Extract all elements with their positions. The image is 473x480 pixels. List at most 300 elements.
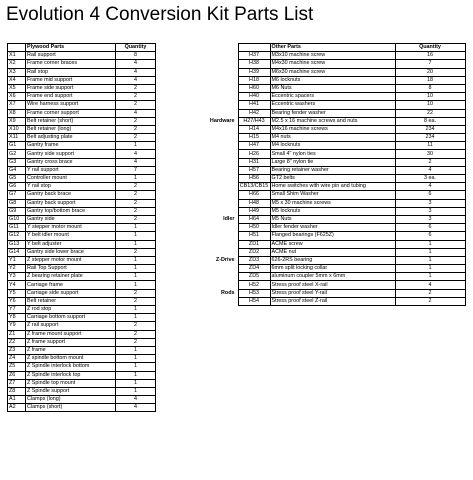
part-quantity: 1 [116, 142, 156, 150]
category-spacer [198, 52, 238, 60]
part-code: G11 [8, 224, 26, 232]
part-quantity: 1 [395, 256, 465, 264]
part-quantity: 2 [116, 191, 156, 199]
part-quantity: 1 [116, 346, 156, 354]
category-label: Hardware [209, 117, 235, 124]
category-spacer [198, 273, 238, 281]
part-name: Belt retainer [26, 297, 116, 305]
table-row [198, 240, 465, 248]
part-quantity: 4 [116, 150, 156, 158]
table-row [198, 199, 465, 207]
part-quantity: 7 [395, 60, 465, 68]
part-name: aluminum coupler 5mm x 6mm [270, 273, 395, 281]
table-row [198, 289, 465, 297]
part-quantity: 2 [116, 134, 156, 142]
part-code: G12 [8, 232, 26, 240]
part-code: H49 [238, 207, 270, 215]
part-name: ACME screw [270, 240, 395, 248]
table-row [198, 60, 465, 68]
part-name: M5 Nuts [270, 215, 395, 223]
part-name: Bearing retainer washer [270, 166, 395, 174]
part-name: Belt retainer (long) [26, 125, 116, 133]
part-quantity: 2 [116, 93, 156, 101]
part-name: Y stepper motor mount [26, 224, 116, 232]
part-code: H38 [238, 60, 270, 68]
category-spacer [198, 297, 238, 305]
table-row [8, 306, 156, 314]
part-code: H57 [238, 166, 270, 174]
table-row [8, 60, 156, 68]
table-row [198, 142, 465, 150]
part-code: X6 [8, 93, 26, 101]
part-code: H64 [238, 215, 270, 223]
part-code: Z1 [8, 330, 26, 338]
category-spacer [198, 207, 238, 215]
part-quantity: 4 [116, 76, 156, 84]
part-name: Z bearing retainer plate [26, 273, 116, 281]
header-category-spacer [198, 44, 238, 52]
part-name: Eccentric spacers [270, 93, 395, 101]
part-name: Bearing fender washer [270, 109, 395, 117]
part-quantity: 1 [116, 232, 156, 240]
table-row [8, 404, 156, 412]
part-name: Home switches with wire pin and tubing [270, 183, 395, 191]
part-quantity: 1 [116, 281, 156, 289]
table-row [8, 117, 156, 125]
part-name: Stress proof steel Z-rail [270, 297, 395, 305]
part-quantity: 10 [395, 93, 465, 101]
part-name: Eccentric washers [270, 101, 395, 109]
part-quantity: 2 [116, 207, 156, 215]
part-quantity: 4 [116, 68, 156, 76]
part-code: X3 [8, 68, 26, 76]
part-code: Z3 [8, 346, 26, 354]
table-row [198, 76, 465, 84]
part-code: G6 [8, 183, 26, 191]
part-name: M4 nuts [270, 134, 395, 142]
part-name: Z rod stop [26, 306, 116, 314]
part-code: G7 [8, 191, 26, 199]
table-row [8, 248, 156, 256]
part-code: CB13/CB15 [239, 183, 269, 190]
table-row [8, 289, 156, 297]
part-name: Gantry cross brace [26, 158, 116, 166]
table-row [8, 363, 156, 371]
part-quantity: 2 [116, 322, 156, 330]
part-quantity: 1 [116, 379, 156, 387]
part-quantity: 2 [116, 117, 156, 125]
part-code: G2 [8, 150, 26, 158]
table-row [8, 207, 156, 215]
table-row [8, 101, 156, 109]
part-name: Frame corner braces [26, 60, 116, 68]
part-code: Z5 [8, 363, 26, 371]
part-code: H56 [238, 175, 270, 183]
part-name: Gantry back support [26, 199, 116, 207]
part-name: Gantry side [26, 215, 116, 223]
table-row [198, 93, 465, 101]
part-code: ZD1 [238, 240, 270, 248]
part-name: 6mm split locking collar [270, 265, 395, 273]
part-name: Frame corner support [26, 109, 116, 117]
table-row [8, 158, 156, 166]
part-code: G10 [8, 215, 26, 223]
part-quantity: 1 [116, 273, 156, 281]
category-spacer [198, 158, 238, 166]
table-row [8, 142, 156, 150]
part-code: X1 [8, 52, 26, 60]
part-name: Z frame [26, 346, 116, 354]
table-row [8, 273, 156, 281]
part-name: Flanged bearings (F625Z) [270, 232, 395, 240]
table-row [8, 134, 156, 142]
part-quantity: 234 [395, 125, 465, 133]
part-quantity: 2 [116, 338, 156, 346]
part-quantity: 11 [395, 142, 465, 150]
part-code: Z2 [8, 338, 26, 346]
part-name: M5 locknuts [270, 207, 395, 215]
table-row [198, 281, 465, 289]
part-code: A2 [8, 404, 26, 412]
part-name: Z Spindle support [26, 387, 116, 395]
table-row [198, 84, 465, 92]
part-code: H48 [238, 199, 270, 207]
part-code: Y1 [8, 256, 26, 264]
table-row [8, 355, 156, 363]
table-row [8, 150, 156, 158]
table-row [198, 273, 465, 281]
part-code: X9 [8, 117, 26, 125]
part-name: Rail stop [26, 68, 116, 76]
table-row [8, 224, 156, 232]
part-code: H54 [238, 297, 270, 305]
table-row [8, 199, 156, 207]
table-row [198, 52, 465, 60]
part-name: 626-2RS bearing [270, 256, 395, 264]
category-spacer [198, 248, 238, 256]
table-row [198, 248, 465, 256]
part-quantity: 2 [116, 215, 156, 223]
part-code: H50 [238, 224, 270, 232]
table-row [8, 265, 156, 273]
table-row [8, 322, 156, 330]
table-row [8, 297, 156, 305]
part-code: H60 [238, 84, 270, 92]
category-spacer [198, 125, 238, 133]
part-quantity: 4 [395, 281, 465, 289]
table-row [8, 191, 156, 199]
part-code: Z4 [8, 355, 26, 363]
part-quantity: 2 [395, 289, 465, 297]
part-code: X8 [8, 109, 26, 117]
part-quantity: 4 [395, 166, 465, 174]
part-name: Z spindle bottom mount [26, 355, 116, 363]
part-quantity: 2 [116, 289, 156, 297]
part-name: ACME nut [270, 248, 395, 256]
table-row [8, 84, 156, 92]
part-name: Y belt idler mount [26, 232, 116, 240]
part-name: Y belt adjuster [26, 240, 116, 248]
table-row [8, 330, 156, 338]
part-code: H53 [238, 289, 270, 297]
part-code: H27/H43 [238, 117, 270, 125]
category-spacer [198, 224, 238, 232]
part-quantity: 2 [116, 248, 156, 256]
part-quantity: 2 [116, 84, 156, 92]
header-plywood-parts: Plywood Parts [26, 44, 116, 52]
table-row [8, 338, 156, 346]
table-row [8, 396, 156, 404]
table-row [8, 175, 156, 183]
part-quantity: 2 [116, 199, 156, 207]
part-quantity: 18 [395, 76, 465, 84]
part-name: Rail support [26, 52, 116, 60]
part-code: X2 [8, 60, 26, 68]
part-name: M6 Nuts [270, 84, 395, 92]
part-quantity: 1 [116, 363, 156, 371]
part-code: G3 [8, 158, 26, 166]
part-code: Y4 [8, 281, 26, 289]
table-row [8, 371, 156, 379]
part-quantity: 2 [116, 101, 156, 109]
part-name: Z frame mount support [26, 330, 116, 338]
part-name: Belt adjusting plate [26, 134, 116, 142]
part-name: M5 x 30 machine screws [270, 199, 395, 207]
category-spacer [198, 265, 238, 273]
part-name: M4x16 machine screws [270, 125, 395, 133]
part-code: H31 [238, 158, 270, 166]
category-spacer [198, 183, 238, 191]
table-row [198, 265, 465, 273]
part-code: X4 [8, 76, 26, 84]
part-code: Y7 [8, 306, 26, 314]
table-row [8, 314, 156, 322]
part-name: Idler fender washer [270, 224, 395, 232]
table-row [8, 240, 156, 248]
plywood-parts-table [7, 43, 156, 412]
part-code: G14 [8, 248, 26, 256]
table-row [198, 150, 465, 158]
table-row [198, 166, 465, 174]
table-row [198, 256, 465, 264]
part-quantity: 1 [116, 175, 156, 183]
part-quantity: 234 [395, 134, 465, 142]
table-row [198, 232, 465, 240]
part-quantity: 2 [395, 297, 465, 305]
part-code: X10 [8, 125, 26, 133]
category-spacer [198, 68, 238, 76]
part-name: M4 locknuts [270, 142, 395, 150]
table-row [8, 125, 156, 133]
part-code: G8 [8, 199, 26, 207]
table-row [8, 109, 156, 117]
part-quantity: 2 [116, 330, 156, 338]
part-quantity: 1 [116, 240, 156, 248]
category-spacer [198, 76, 238, 84]
table-row [8, 215, 156, 223]
table-row [8, 68, 156, 76]
part-quantity: 8 [395, 84, 465, 92]
part-code: H39 [238, 68, 270, 76]
table-row [198, 101, 465, 109]
part-name: Clamps (long) [26, 396, 116, 404]
part-code: H52 [238, 281, 270, 289]
part-code: Y3 [8, 273, 26, 281]
part-quantity: 8 [116, 52, 156, 60]
table-row [198, 68, 465, 76]
table-row [198, 158, 465, 166]
part-quantity: 1 [116, 265, 156, 273]
part-name: Wire harness support [26, 101, 116, 109]
table-row [8, 387, 156, 395]
part-quantity: 30 [395, 150, 465, 158]
part-name: Gantry frame [26, 142, 116, 150]
category-spacer [198, 166, 238, 174]
part-quantity: 10 [395, 101, 465, 109]
part-name: Gantry back brace [26, 191, 116, 199]
part-code: Y2 [8, 265, 26, 273]
part-name: Frame mid support [26, 76, 116, 84]
table-row [198, 175, 465, 183]
part-code: ZD3 [238, 256, 270, 264]
category-spacer [198, 109, 238, 117]
category-spacer [198, 84, 238, 92]
part-name: Small Shim Washer [270, 191, 395, 199]
table-header-row [198, 44, 465, 52]
part-name: Controller mount [26, 175, 116, 183]
category-label: Z-Drive [215, 256, 235, 263]
part-code: Z8 [8, 387, 26, 395]
part-name: M6 locknuts [270, 76, 395, 84]
part-name: M3x10 machine screw [270, 52, 395, 60]
other-parts-table [198, 43, 466, 306]
page-title: Evolution 4 Conversion Kit Parts List [6, 4, 314, 25]
table-row [8, 379, 156, 387]
part-quantity: 4 [116, 396, 156, 404]
part-name: Large 8" nylon tie [270, 158, 395, 166]
category-spacer [198, 93, 238, 101]
part-name: Carriage frame [26, 281, 116, 289]
part-name: Frame end support [26, 93, 116, 101]
part-code: H18 [238, 76, 270, 84]
table-row [8, 232, 156, 240]
table-row [8, 52, 156, 60]
part-quantity: 1 [116, 306, 156, 314]
part-code: G13 [8, 240, 26, 248]
part-quantity: 4 [116, 109, 156, 117]
table-row [198, 224, 465, 232]
part-code: H15 [238, 134, 270, 142]
part-quantity: 1 [116, 355, 156, 363]
table-row [8, 281, 156, 289]
part-code: ZD5 [238, 273, 270, 281]
part-code: X7 [8, 101, 26, 109]
part-code: H51 [238, 232, 270, 240]
part-code: Y6 [8, 297, 26, 305]
part-name: Carriage bottom support [26, 314, 116, 322]
table-row [8, 183, 156, 191]
part-name: M4x30 machine screw [270, 60, 395, 68]
header-other-parts: Other Parts [270, 44, 395, 52]
part-code: H66 [238, 191, 270, 199]
category-spacer [198, 281, 238, 289]
part-quantity: 1 [395, 265, 465, 273]
part-name: Stress proof steel X-rail [270, 281, 395, 289]
part-name: Small 4" nylon ties [270, 150, 395, 158]
part-quantity: 6 [395, 191, 465, 199]
category-spacer [198, 142, 238, 150]
part-quantity: 2 [116, 183, 156, 191]
part-code: ZD2 [238, 248, 270, 256]
part-name: Z Spindle top mount [26, 379, 116, 387]
part-quantity: 1 [395, 240, 465, 248]
table-row [198, 125, 465, 133]
part-code: X11 [8, 134, 26, 142]
part-code: G9 [8, 207, 26, 215]
part-code: H26 [238, 150, 270, 158]
part-code: G4 [8, 166, 26, 174]
header-code [238, 44, 270, 52]
category-spacer [198, 240, 238, 248]
part-quantity: 1 [395, 273, 465, 281]
part-name: Z Spindle interlock bottom [26, 363, 116, 371]
category-spacer [198, 232, 238, 240]
table-row [8, 166, 156, 174]
part-name: Z frame support [26, 338, 116, 346]
part-code: G1 [8, 142, 26, 150]
part-quantity: 7 [116, 166, 156, 174]
part-code: Z6 [8, 371, 26, 379]
part-quantity: 16 [395, 52, 465, 60]
part-quantity: 1 [116, 387, 156, 395]
part-name: Frame side support [26, 84, 116, 92]
part-code: Y8 [8, 314, 26, 322]
part-name: Gantry top/bottom brace [26, 207, 116, 215]
table-row [198, 109, 465, 117]
part-name: Gantry side lower brace [26, 248, 116, 256]
part-quantity: 2 [116, 125, 156, 133]
category-spacer [198, 175, 238, 183]
part-quantity: 2 [395, 158, 465, 166]
part-quantity: 1 [116, 371, 156, 379]
part-name: Z Spindle interlock top [26, 371, 116, 379]
part-quantity: 22 [395, 109, 465, 117]
part-name: M6x30 machine screw [270, 68, 395, 76]
part-code: H37 [238, 52, 270, 60]
table-row [8, 76, 156, 84]
part-code: Y5 [8, 289, 26, 297]
part-name: Gantry side support [26, 150, 116, 158]
part-code: ZD4 [238, 265, 270, 273]
header-quantity: Quantity [116, 44, 156, 52]
part-name: Y rail stop [26, 183, 116, 191]
table-row [8, 93, 156, 101]
part-name: Y rail support [26, 166, 116, 174]
part-code: G5 [8, 175, 26, 183]
category-spacer [198, 60, 238, 68]
header-quantity: Quantity [395, 44, 465, 52]
part-code: Z7 [8, 379, 26, 387]
part-quantity: 1 [116, 256, 156, 264]
part-quantity: 6 [395, 232, 465, 240]
part-name: Z stepper motor mount [26, 256, 116, 264]
part-quantity: 2 [116, 297, 156, 305]
part-code: H47 [238, 142, 270, 150]
part-name: GT2 belts [270, 175, 395, 183]
part-name: Carriage side support [26, 289, 116, 297]
part-code: H41 [238, 101, 270, 109]
part-quantity: 4 [116, 404, 156, 412]
